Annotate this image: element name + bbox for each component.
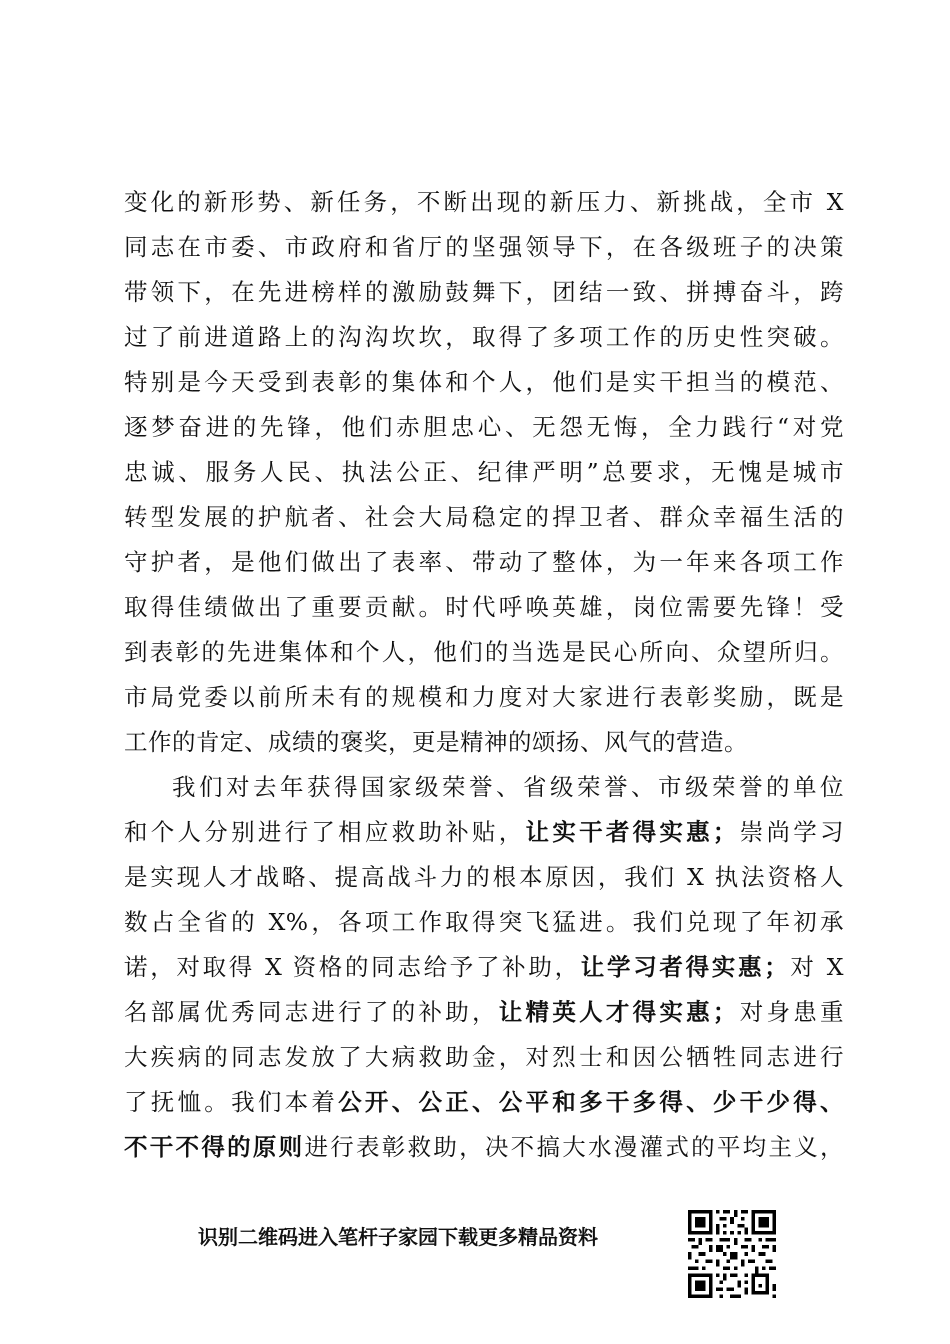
qr-code-icon[interactable] [688,1210,776,1298]
paragraph-1-line: 变化的新形势、新任务，不断出现的新压力、新挑战，全市 X [124,188,844,216]
paragraph-2-line [124,810,844,855]
paragraph-1-line: 守护者，是他们做出了表率、带动了整体，为一年来各项工作 [124,548,844,576]
emphasis-text: 让精英人才得实惠； [498,998,737,1026]
emphasis-text: 公开、公正、公平和多干多得、少干少得、 [338,1088,845,1116]
paragraph-2-line [124,945,844,990]
paragraph-1-line: 忠诚、服务人民、执法公正、纪律严明”总要求，无愧是城市 [124,458,844,486]
paragraph-2-line: 是实现人才战略、提高战斗力的根本原因，我们 X 执法资格人 [124,863,844,891]
text-run: 了抚恤。我们本着 [124,1088,339,1116]
paragraph-2-line [124,990,844,1035]
paragraph-2-line: 我们对去年获得国家级荣誉、省级荣誉、市级荣誉的单位 [172,773,844,801]
paragraph-2-line [124,1080,844,1125]
paragraph-1-line: 过了前进道路上的沟沟坎坎，取得了多项工作的历史性突破。 [124,323,844,351]
text-run: 进行表彰救助，决不搞大水漫灌式的平均主义， [304,1133,845,1161]
emphasis-text: 不干不得的原则 [124,1133,305,1161]
paragraph-1-line: 转型发展的护航者、社会大局稳定的捍卫者、群众幸福生活的 [124,503,844,531]
paragraph-1-line: 工作的肯定、成绩的褒奖，更是精神的颂扬、风气的营造。 [124,728,748,756]
paragraph-1-line: 带领下，在先进榜样的激励鼓舞下，团结一致、拼搏奋斗，跨 [124,278,844,306]
paragraph-1-line: 到表彰的先进集体和个人，他们的当选是民心所向、众望所归。 [124,638,844,666]
text-run: 名部属优秀同志进行了的补助， [124,998,499,1026]
text-run: 崇尚学习 [736,818,845,846]
paragraph-2-line: 大疾病的同志发放了大病救助金，对烈士和因公牺牲同志进行 [124,1043,844,1071]
text-run: 诺，对取得 X 资格的同志给予了补助， [124,953,581,981]
footer-text: 识别二维码进入笔杆子家园下载更多精品资料 [198,1225,598,1249]
paragraph-2-line: 数占全省的 X%，各项工作取得突飞猛进。我们兑现了年初承 [124,908,844,936]
text-run: 和个人分别进行了相应救助补贴， [124,818,526,846]
paragraph-2-line [124,1125,844,1170]
paragraph-1-line: 特别是今天受到表彰的集体和个人，他们是实干担当的模范、 [124,368,844,396]
emphasis-text: 让实干者得实惠； [525,818,737,846]
emphasis-text: 让学习者得实惠； [580,953,789,981]
body-text [124,180,844,1170]
paragraph-1-line: 取得佳绩做出了重要贡献。时代呼唤英雄，岗位需要先锋！受 [124,593,844,621]
paragraph-1-line: 逐梦奋进的先锋，他们赤胆忠心、无怨无悔，全力践行“对党 [124,413,844,441]
paragraph-1-line: 同志在市委、市政府和省厅的坚强领导下，在各级班子的决策 [124,233,844,261]
text-run: 对身患重 [736,998,845,1026]
paragraph-1-line: 市局党委以前所未有的规模和力度对大家进行表彰奖励，既是 [124,683,844,711]
text-run: 对 X [788,953,845,981]
